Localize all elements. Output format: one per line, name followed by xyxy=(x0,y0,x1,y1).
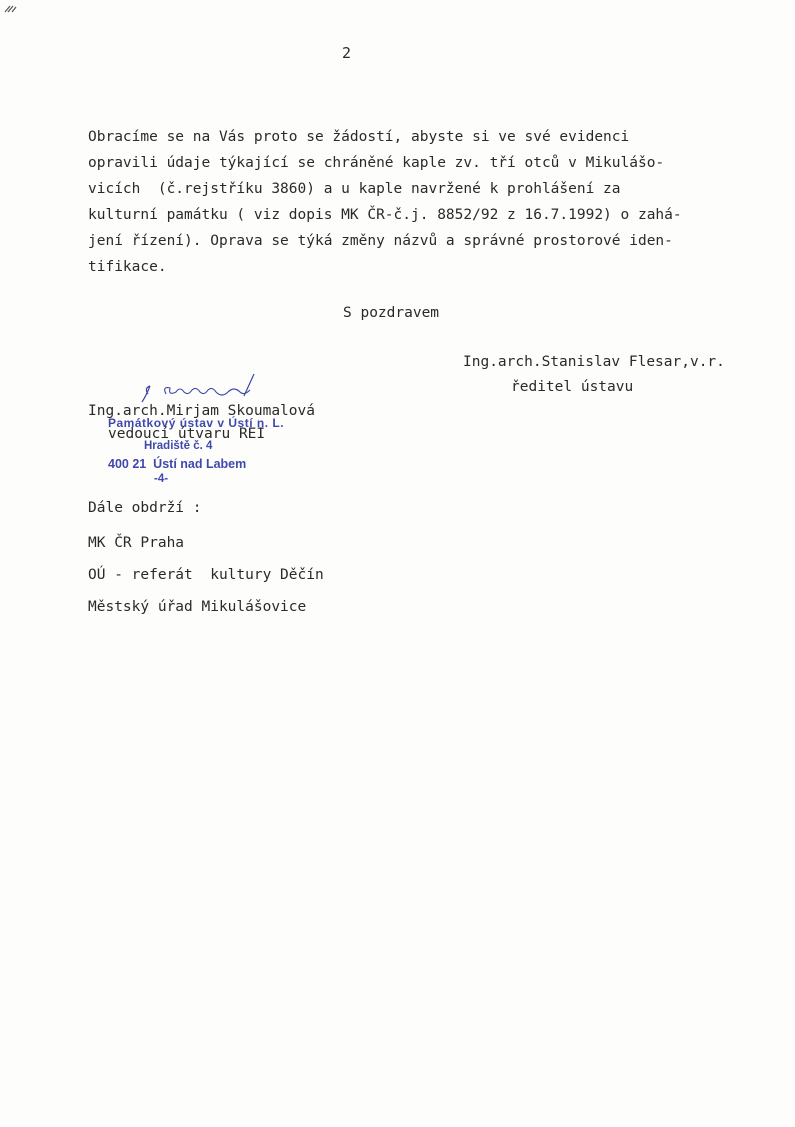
cc-recipients-list xyxy=(88,532,324,628)
cc-recipient: Městský úřad Mikulášovice xyxy=(88,599,307,615)
cc-label: Dále obdrží : xyxy=(88,500,202,516)
co-signatory-role: vedoucí útvaru REI xyxy=(108,426,266,442)
body-line: opravili údaje týkající se chráněné kaple zv. tří otců v Mikulášo- xyxy=(88,155,665,171)
cc-recipient: MK ČR Praha xyxy=(88,535,185,551)
corner-mark xyxy=(4,4,20,14)
body-line: tifikace. xyxy=(88,259,167,275)
body-line: vicích (č.rejstříku 3860) a u kaple navržené k prohlášení za xyxy=(88,181,621,197)
stamp-line-street: Hradiště č. 4 xyxy=(144,440,213,452)
co-signatory-name: Ing.arch.Mirjam Skoumalová xyxy=(88,403,315,419)
body-line: Obracíme se na Vás proto se žádostí, abyste si ve své evidenci xyxy=(88,129,630,145)
stamp-line-institution: Památkový ústav v Ústí n. L. xyxy=(108,416,285,430)
body-line: kulturní památku ( viz dopis MK ČR-č.j. 8852/92 z 16.7.1992) o zahá- xyxy=(88,207,682,223)
stamp-line-number: -4- xyxy=(154,473,169,485)
stamp-line-city: 400 21 Ústí nad Labem xyxy=(108,457,247,471)
signatory-name: Ing.arch.Stanislav Flesar,v.r. xyxy=(463,354,725,370)
body-line: jení řízení). Oprava se týká změny názvů a správné prostorové iden- xyxy=(88,233,673,249)
signatory-title: ředitel ústavu xyxy=(511,379,634,395)
letter-body xyxy=(88,124,768,280)
page-number: 2 xyxy=(342,44,352,62)
closing-greeting: S pozdravem xyxy=(343,305,440,321)
cc-recipient: OÚ - referát kultury Děčín xyxy=(88,567,324,583)
